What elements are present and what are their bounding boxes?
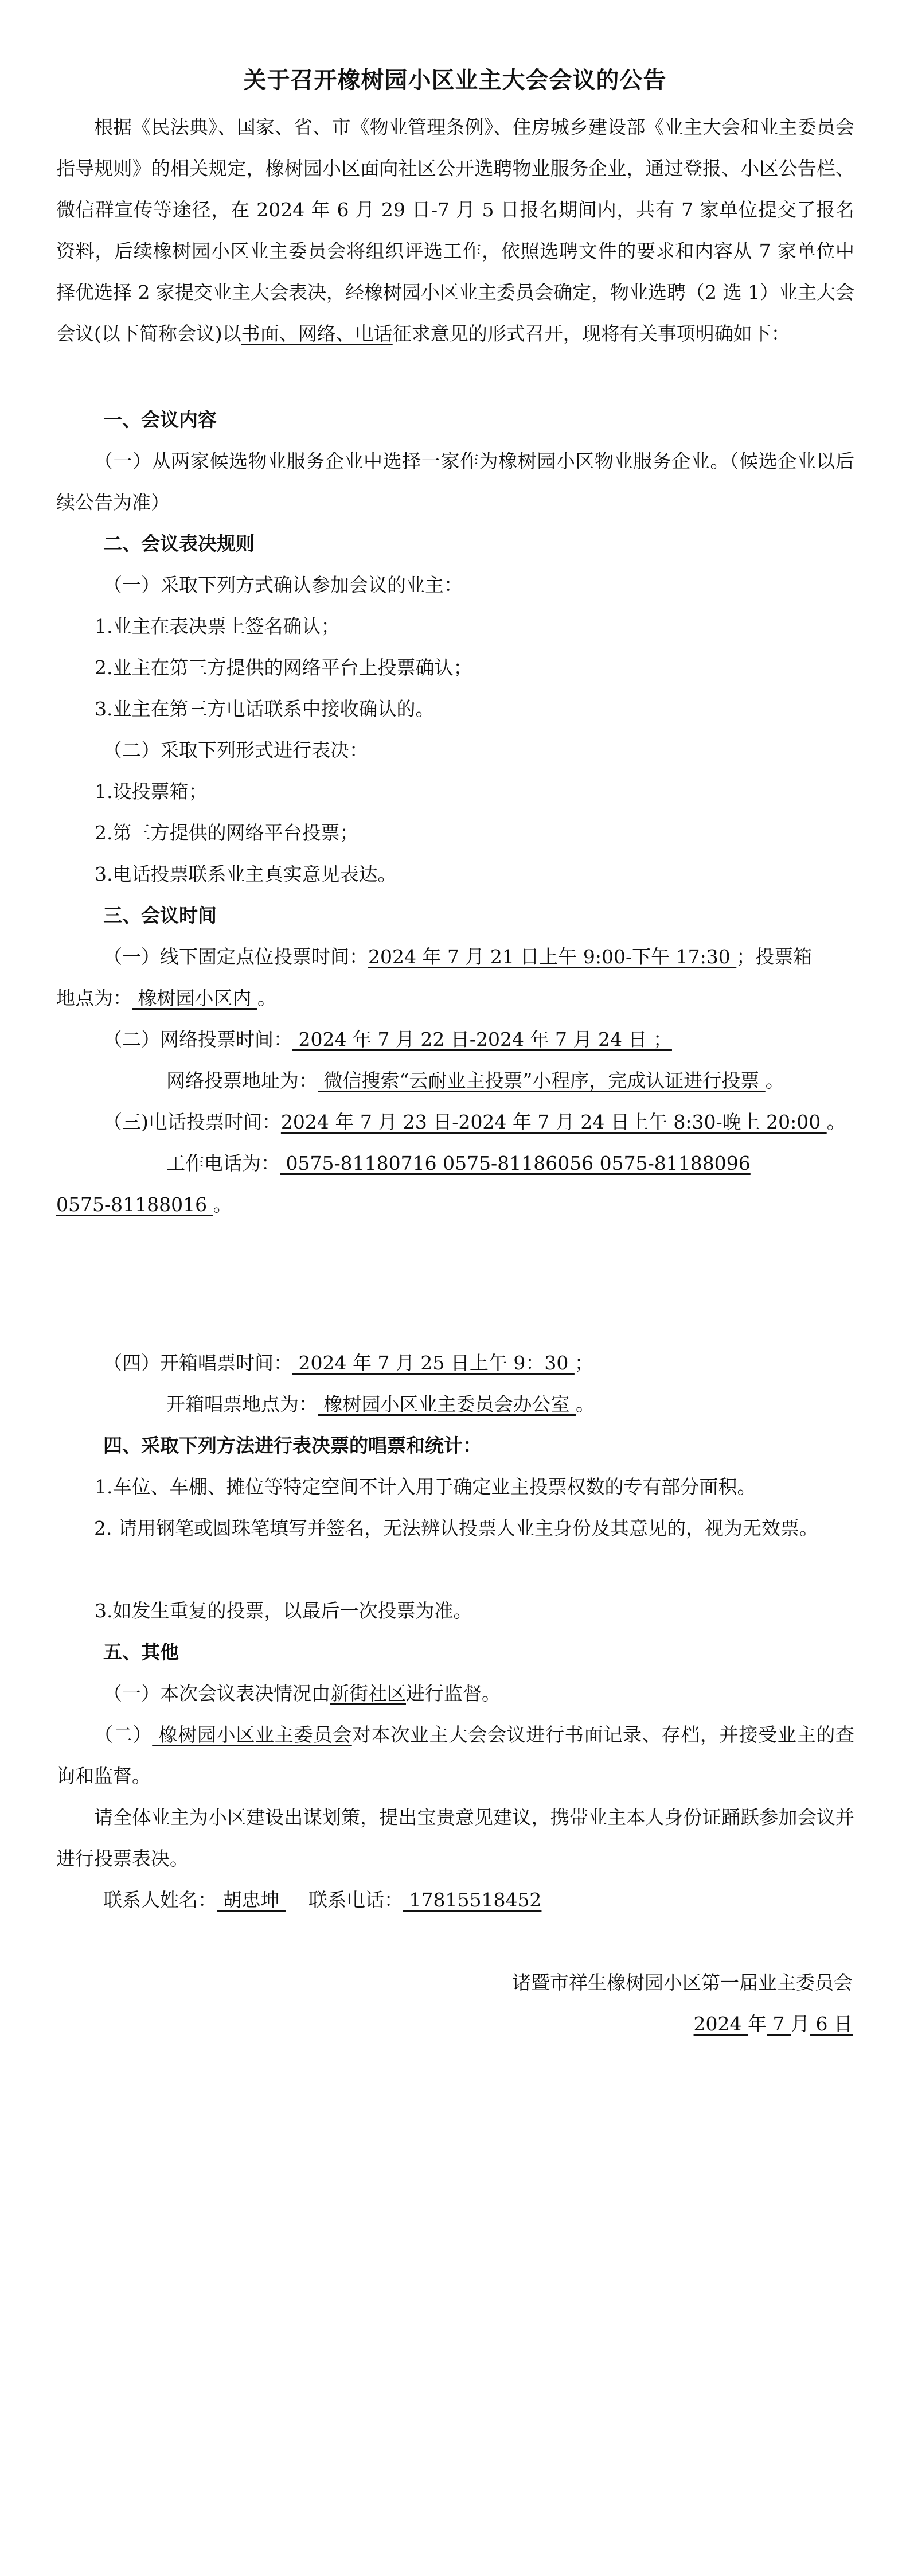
section-5-item-2: [56, 1714, 854, 1797]
offline-vote-label: （一）线下固定点位投票时间：: [103, 945, 368, 968]
location-tail: 。: [257, 987, 276, 1009]
phone-vote-time-value: 2024 年 7 月 23 日-2024 年 7 月 24 日上午 8:30-晚上 20:00: [280, 1111, 827, 1133]
counting-tail: ；: [574, 1352, 593, 1374]
location-value: 橡树园小区内: [132, 987, 257, 1009]
supervision-text-b: 进行监督。: [406, 1682, 501, 1705]
signature-org: 诸暨市祥生橡树园小区第一届业主委员会: [512, 1971, 853, 1994]
list-item: 2.业主在第三方提供的网络平台上投票确认；: [95, 656, 472, 679]
supervision-community: 新街社区: [330, 1682, 406, 1705]
online-vote-address: [166, 1060, 784, 1102]
online-address-value: 微信搜索“云耐业主投票”小程序，完成认证进行投票: [318, 1069, 766, 1092]
signature-date: [694, 2003, 853, 2045]
counting-location: [166, 1384, 595, 1425]
list-item: 3.业主在第三方电话联系中接收确认的。: [95, 698, 435, 720]
supervision-text-a: （一）本次会议表决情况由: [103, 1682, 330, 1705]
contact-phone-label: 联系电话：: [308, 1889, 403, 1911]
counting-location-tail: 。: [575, 1393, 595, 1415]
counting-time-value: 2024 年 7 月 25 日上午 9：30: [292, 1352, 575, 1374]
record-committee: 橡树园小区业主委员会: [152, 1723, 352, 1746]
section-4-item-1: 1.车位、车棚、摊位等特定空间不计入用于确定业主投票权数的专有部分面积。: [95, 1476, 756, 1498]
intro-text-b: 征求意见的形式召开，现将有关事项明确如下：: [392, 322, 790, 345]
date-day: 6: [810, 2013, 834, 2035]
contact-phone: 17815518452: [403, 1889, 542, 1911]
work-phone-last: 0575-81188016: [56, 1193, 213, 1216]
list-item: 2.第三方提供的网络平台投票；: [95, 822, 359, 844]
phone-vote-time: [103, 1102, 846, 1143]
list-item: 1.业主在表决票上签名确认；: [95, 615, 340, 637]
date-month: 7: [767, 2013, 791, 2035]
intro-method-underlined: 书面、网络、电话: [241, 322, 393, 345]
section-3-heading: 三、会议时间: [103, 904, 217, 927]
intro-text-a: 根据《民法典》、国家、省、市《物业管理条例》、住房城乡建设部《业主大会和业主委员会指导规则》的相关规定，橡树园小区面向社区公开选聘物业服务企业，通过登报、小区公告栏、微信群宣传等途径，在 2024 年 6 月 29 日-7 月 5 日报名期间内，共有 7 家单位提交了报名资料，后续橡树园小区业主委员会将组织评选工作，依照选聘文件的要求和内容从 7 家单位中择优选择 2 家提交业主大会表决，经橡树园小区业主委员会确定，物业选聘（2 选 1）业主大会会议(以下简称会议)以: [56, 116, 854, 345]
contact-name-label: 联系人姓名：: [103, 1889, 217, 1911]
section-1-item-1: （一）从两家候选物业服务企业中选择一家作为橡树园小区物业服务企业。（候选企业以后续公告为准）: [56, 450, 854, 513]
page-title: 关于召开橡树园小区业主大会会议的公告: [243, 67, 667, 94]
section-2-heading: 二、会议表决规则: [103, 532, 255, 555]
section-2-sub-1: （一）采取下列方式确认参加会议的业主：: [103, 574, 463, 596]
phone-vote-label: （三)电话投票时间：: [103, 1111, 281, 1133]
record-text-a: （二）: [94, 1723, 153, 1746]
counting-label: （四）开箱唱票时间：: [103, 1352, 292, 1374]
online-vote-label: （二）网络投票时间：: [103, 1028, 292, 1050]
offline-vote-time-value: 2024 年 7 月 21 日上午 9:00-下午 17:30: [368, 945, 737, 968]
location-label: 地点为：: [56, 987, 132, 1009]
list-item: 1.设投票箱；: [95, 780, 208, 803]
contact-line: [103, 1880, 541, 1921]
work-phone-continued: [56, 1184, 232, 1225]
work-phone: [166, 1143, 751, 1184]
online-address-tail: 。: [765, 1069, 784, 1092]
record-text-b: 对本次业主大会会议进行书面记录、存档，并接受业主的查询和监督。: [56, 1723, 855, 1787]
counting-location-label: 开箱唱票地点为：: [166, 1393, 318, 1415]
phone-vote-tail: 。: [826, 1111, 846, 1133]
date-month-unit: 月: [791, 2013, 810, 2035]
offline-vote-location: [56, 978, 276, 1019]
offline-vote-time: [103, 936, 812, 978]
online-address-label: 网络投票地址为：: [166, 1069, 318, 1092]
date-day-unit: 日: [834, 2013, 853, 2035]
section-4-item-2: 2. 请用钢笔或圆珠笔填写并签名，无法辨认投票人业主身份及其意见的，视为无效票。: [94, 1517, 818, 1539]
offline-vote-tail: ；投票箱: [736, 945, 813, 968]
work-phone-values: 0575-81180716 0575-81186056 0575-81188096: [280, 1152, 751, 1174]
date-year: 2024: [693, 2013, 748, 2035]
section-4-heading: 四、采取下列方法进行表决票的唱票和统计：: [103, 1434, 482, 1457]
date-year-unit: 年: [748, 2013, 767, 2035]
work-phone-label: 工作电话为：: [166, 1152, 280, 1174]
intro-paragraph: [56, 107, 854, 355]
section-5-item-1: [103, 1673, 501, 1714]
online-vote-time: [103, 1019, 672, 1060]
contact-name: 胡忠坤: [217, 1889, 286, 1911]
counting-time: [103, 1343, 593, 1384]
section-2-sub-2: （二）采取下列形式进行表决：: [103, 739, 368, 761]
section-5-heading: 五、其他: [103, 1641, 179, 1663]
online-vote-time-value: 2024 年 7 月 22 日-2024 年 7 月 24 日 ；: [292, 1028, 672, 1050]
work-phone-tail: 。: [213, 1193, 232, 1216]
counting-location-value: 橡树园小区业主委员会办公室: [318, 1393, 576, 1415]
closing-paragraph: 请全体业主为小区建设出谋划策，提出宝贵意见建议，携带业主本人身份证踊跃参加会议并进行投票表决。: [56, 1806, 854, 1870]
section-4-item-3: 3.如发生重复的投票，以最后一次投票为准。: [95, 1600, 472, 1622]
list-item: 3.电话投票联系业主真实意见表达。: [95, 863, 397, 885]
section-1-heading: 一、会议内容: [103, 408, 217, 431]
